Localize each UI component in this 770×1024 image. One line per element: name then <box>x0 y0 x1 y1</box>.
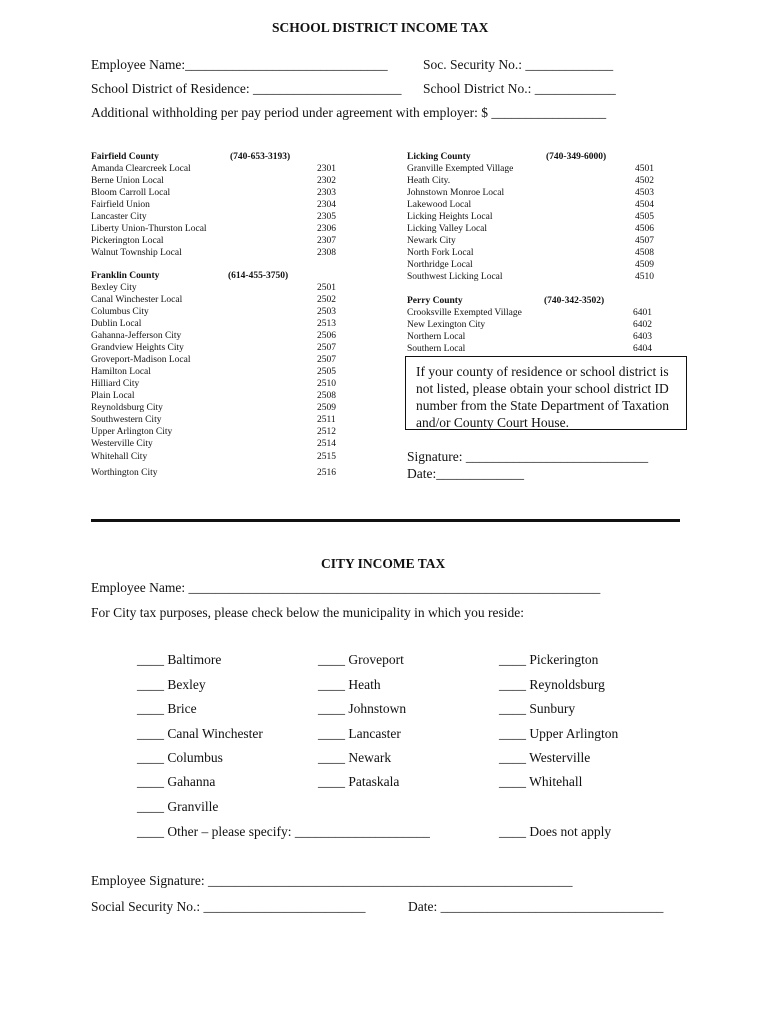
city-employee-name-field[interactable]: Employee Name: _____________________________________________________________ <box>91 580 601 595</box>
right-county-list <box>407 151 667 355</box>
checkbox-groveport[interactable]: ____ Groveport <box>318 652 404 667</box>
left-county-list <box>91 151 351 450</box>
school-signature-field[interactable]: Signature: ___________________________ <box>407 449 649 464</box>
checkbox-pickerington[interactable]: ____ Pickerington <box>499 652 599 667</box>
county-header <box>91 270 351 282</box>
district-row: Granville Exempted Village 4501 <box>407 164 654 174</box>
district-row: Grandview Heights City 2507 <box>91 343 336 353</box>
checkbox-newark[interactable]: ____ Newark <box>318 750 392 765</box>
franklin-county-block <box>91 270 351 450</box>
school-date-field[interactable]: Date:_____________ <box>407 466 524 481</box>
district-row: Amanda Clearcreek Local 2301 <box>91 164 336 174</box>
district-row: North Fork Local 4508 <box>407 248 654 258</box>
school-tax-title: SCHOOL DISTRICT INCOME TAX <box>272 20 489 35</box>
checkbox-brice[interactable]: ____ Brice <box>137 701 197 716</box>
district-row: Columbus City 2503 <box>91 307 336 317</box>
county-header <box>407 295 667 307</box>
district-row: Lancaster City 2305 <box>91 212 336 222</box>
county-name: Fairfield County <box>91 152 159 162</box>
fairfield-county-block <box>91 151 351 259</box>
checkbox-columbus[interactable]: ____ Columbus <box>137 750 223 765</box>
district-row: Northridge Local 4509 <box>407 260 654 270</box>
district-row: Liberty Union-Thurston Local 2306 <box>91 224 336 234</box>
additional-withholding-field[interactable]: Additional withholding per pay period under agreement with employer: $ _________________ <box>91 105 607 120</box>
district-row: Gahanna-Jefferson City 2506 <box>91 331 336 341</box>
employee-signature-field[interactable]: Employee Signature: ______________________________________________________ <box>91 873 573 888</box>
checkbox-pataskala[interactable]: ____ Pataskala <box>318 774 400 789</box>
county-name: Perry County <box>407 296 463 306</box>
district-code: 2516 <box>317 468 336 478</box>
perry-county-block <box>407 295 667 355</box>
district-notice-box <box>405 356 687 430</box>
district-row: Crooksville Exempted Village 6401 <box>407 308 652 318</box>
checkbox-johnstown[interactable]: ____ Johnstown <box>318 701 407 716</box>
district-row: Southwest Licking Local 4510 <box>407 272 654 282</box>
checkbox-bexley[interactable]: ____ Bexley <box>137 677 206 692</box>
county-phone: (614-455-3750) <box>228 271 289 281</box>
district-row: Bloom Carroll Local 2303 <box>91 188 336 198</box>
district-row: Dublin Local 2513 <box>91 319 336 329</box>
district-row: Southwestern City 2511 <box>91 415 336 425</box>
notice-line: and/or County Court House. <box>416 415 569 430</box>
city-instruction: For City tax purposes, please check below the municipality in which you reside: <box>91 605 525 620</box>
district-row: Licking Heights Local 4505 <box>407 212 654 222</box>
district-row: Heath City. 4502 <box>407 176 654 186</box>
checkbox-gahanna[interactable]: ____ Gahanna <box>137 774 216 789</box>
district-row: Hilliard City 2510 <box>91 379 336 389</box>
checkbox-whitehall[interactable]: ____ Whitehall <box>499 774 583 789</box>
district-row: Newark City 4507 <box>407 236 654 246</box>
county-phone: (740-653-3193) <box>230 152 291 162</box>
school-district-no-field[interactable]: School District No.: ____________ <box>423 81 616 96</box>
district-row: Northern Local 6403 <box>407 332 652 342</box>
notice-line: not listed, please obtain your school district ID <box>416 381 669 396</box>
notice-line: number from the State Department of Taxation <box>416 398 669 413</box>
city-ssn-field[interactable]: Social Security No.: ________________________ <box>91 899 366 914</box>
notice-line: If your county of residence or school district is <box>416 364 669 379</box>
district-row: Bexley City 2501 <box>91 283 336 293</box>
employee-name-field[interactable]: Employee Name:______________________________ <box>91 57 388 72</box>
district-row: Johnstown Monroe Local 4503 <box>407 188 654 198</box>
district-row: Pickerington Local 2307 <box>91 236 336 246</box>
school-district-residence-field[interactable]: School District of Residence: ______________________ <box>91 81 402 96</box>
checkbox-granville[interactable]: ____ Granville <box>137 799 219 814</box>
district-row: Berne Union Local 2302 <box>91 176 336 186</box>
checkbox-reynoldsburg[interactable]: ____ Reynoldsburg <box>499 677 605 692</box>
district-row: Reynoldsburg City 2509 <box>91 403 336 413</box>
county-phone: (740-342-3502) <box>544 296 605 306</box>
district-row: New Lexington City 6402 <box>407 320 652 330</box>
checkbox-baltimore[interactable]: ____ Baltimore <box>137 652 222 667</box>
district-row: Westerville City 2514 <box>91 439 336 449</box>
district-row: Southern Local 6404 <box>407 344 652 354</box>
county-name: Licking County <box>407 152 471 162</box>
checkbox-lancaster[interactable]: ____ Lancaster <box>318 726 401 741</box>
county-name: Franklin County <box>91 271 160 281</box>
district-row: Hamilton Local 2505 <box>91 367 336 377</box>
district-row: Walnut Township Local 2308 <box>91 248 336 258</box>
section-divider <box>91 519 680 522</box>
district-row: Groveport-Madison Local 2507 <box>91 355 336 365</box>
other-specify-field[interactable]: ____ Other – please specify: ____________________ <box>137 824 430 839</box>
checkbox-sunbury[interactable]: ____ Sunbury <box>499 701 576 716</box>
checkbox-canal-winchester[interactable]: ____ Canal Winchester <box>137 726 263 741</box>
city-date-field[interactable]: Date: _________________________________ <box>408 899 664 914</box>
district-row: Whitehall City <box>91 452 148 462</box>
ssn-field[interactable]: Soc. Security No.: _____________ <box>423 57 614 72</box>
checkbox-does-not-apply[interactable]: ____ Does not apply <box>499 824 612 839</box>
city-tax-title: CITY INCOME TAX <box>321 556 446 571</box>
checkbox-heath[interactable]: ____ Heath <box>318 677 381 692</box>
district-row: Upper Arlington City 2512 <box>91 427 336 437</box>
licking-county-block <box>407 151 667 283</box>
checkbox-upper-arlington[interactable]: ____ Upper Arlington <box>499 726 619 741</box>
district-row: Canal Winchester Local 2502 <box>91 295 336 305</box>
district-row: Fairfield Union 2304 <box>91 200 336 210</box>
district-code: 2515 <box>317 452 336 462</box>
checkbox-westerville[interactable]: ____ Westerville <box>499 750 591 765</box>
district-row: Licking Valley Local 4506 <box>407 224 654 234</box>
district-row: Worthington City <box>91 468 158 478</box>
district-row: Lakewood Local 4504 <box>407 200 654 210</box>
county-phone: (740-349-6000) <box>546 152 607 162</box>
district-row: Plain Local 2508 <box>91 391 336 401</box>
county-header <box>407 151 667 163</box>
county-header <box>91 151 351 163</box>
